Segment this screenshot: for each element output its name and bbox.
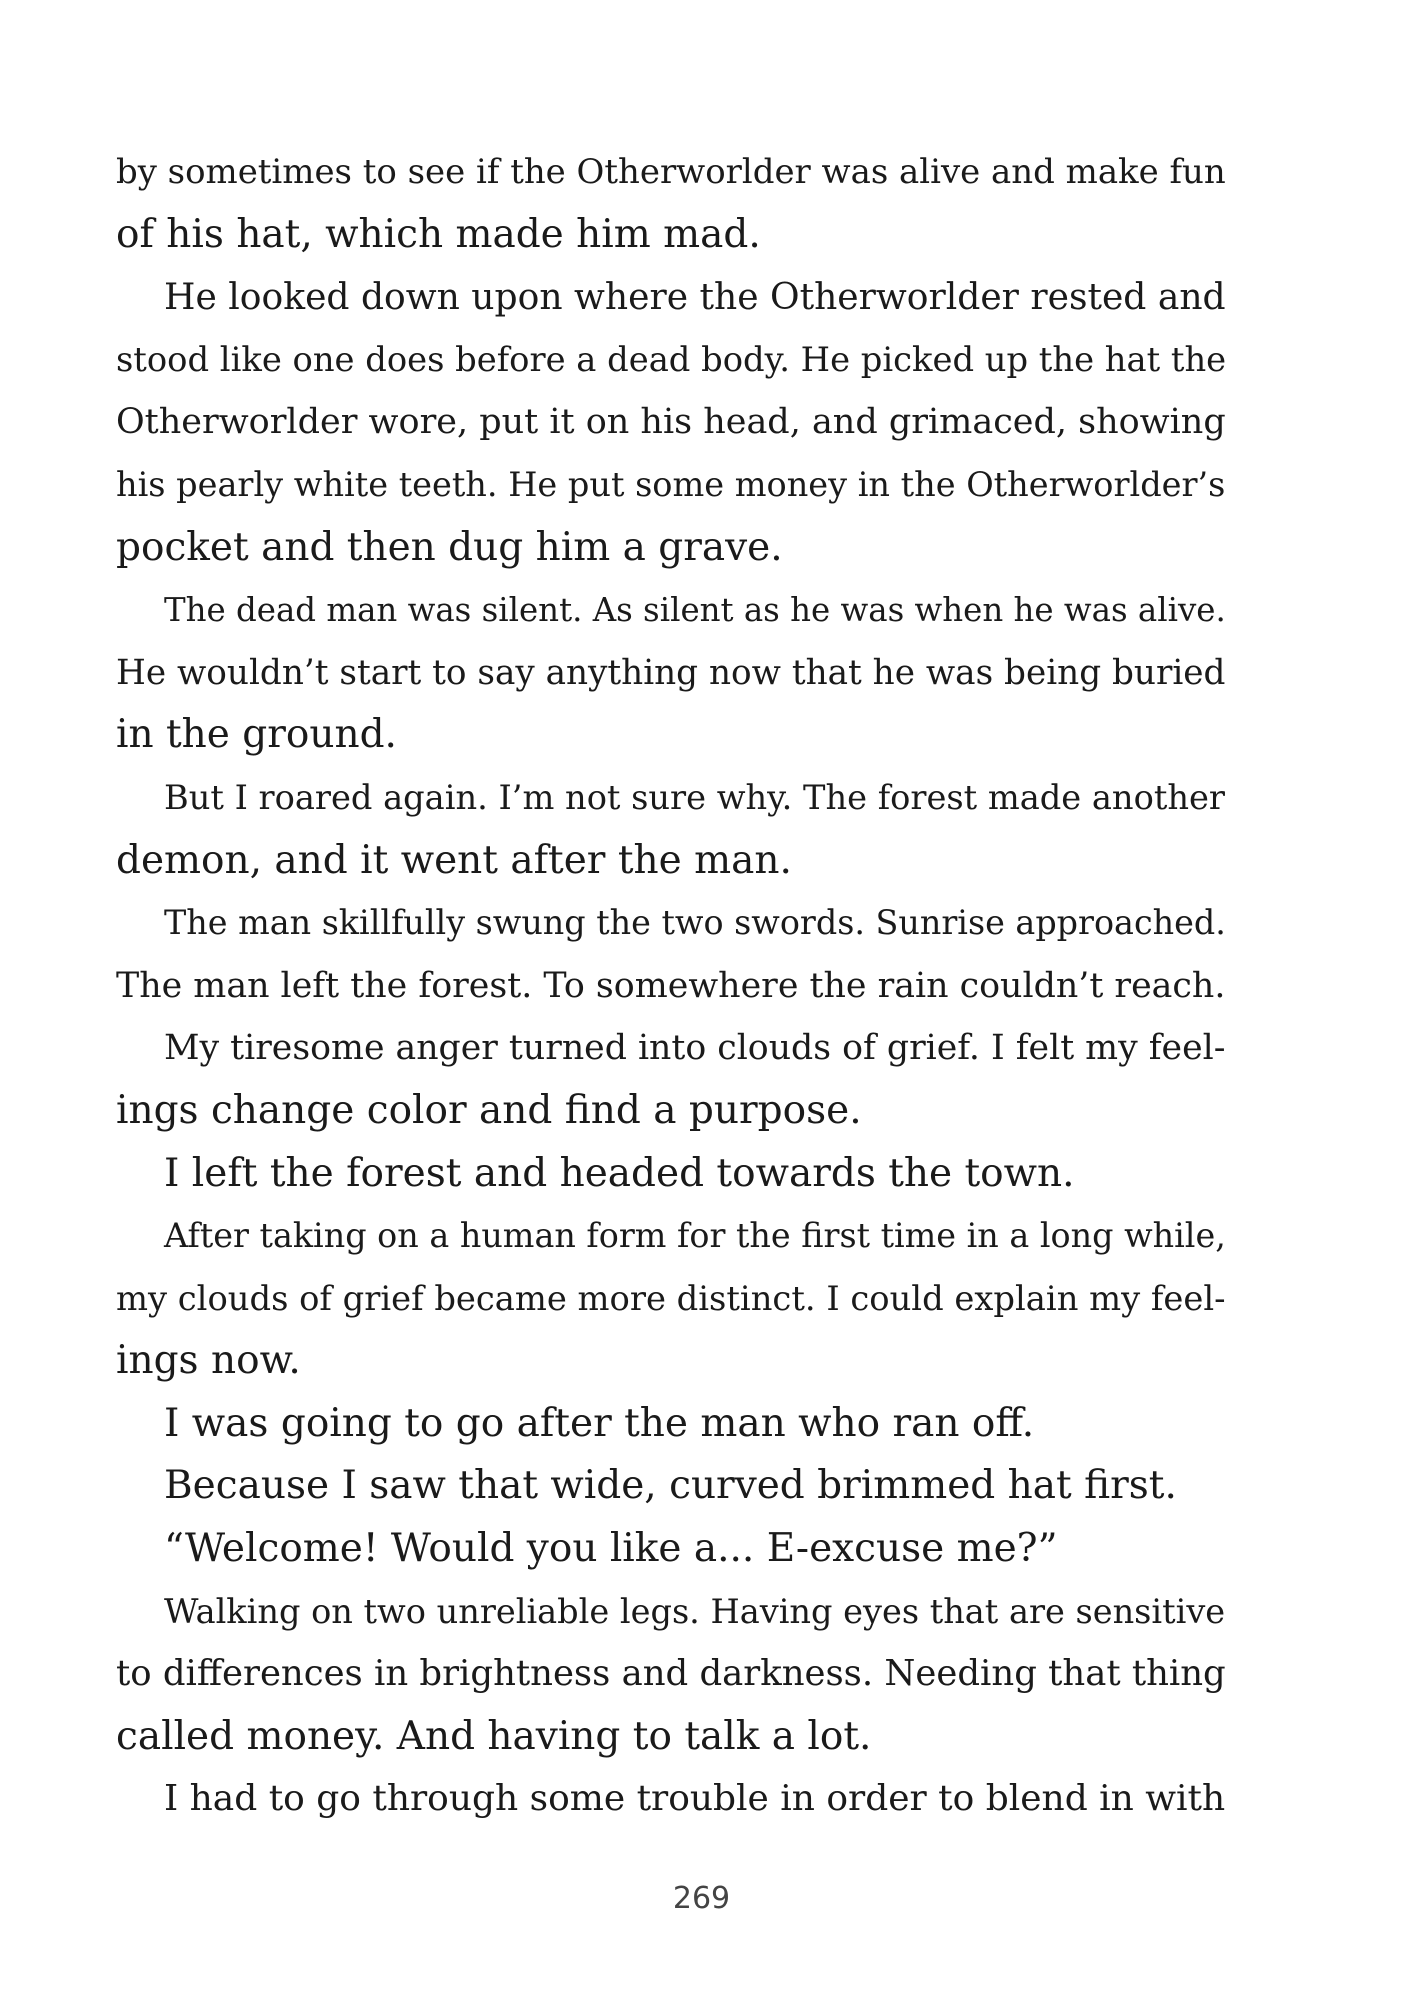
text-line: Because I saw that wide, curved brimmed hat first. [164, 1463, 1177, 1509]
text-line: The dead man was silent. As silent as he was when he was alive. [164, 591, 1226, 630]
text-line: by sometimes to see if the Otherworlder was alive and make fun [116, 152, 1226, 192]
text-line: The man skillfully swung the two swords. Sunrise approached. [164, 903, 1226, 943]
text-line: called money. And having to talk a lot. [116, 1713, 872, 1759]
text-line: stood like one does before a dead body. He picked up the hat the [116, 339, 1227, 379]
text-line: “Welcome! Would you like a... E-excuse me?” [164, 1526, 1058, 1572]
text-line: Walking on two unreliable legs. Having eyes that are sensitive [164, 1591, 1226, 1631]
text-line: He looked down upon where the Otherworlder rested and [164, 276, 1226, 319]
text-line: I left the forest and headed towards the town. [164, 1150, 1075, 1196]
text-line: He wouldn’t start to say anything now that he was being buried [116, 652, 1226, 693]
text-line: demon, and it went after the man. [116, 837, 792, 883]
text-line: ings now. [116, 1338, 301, 1384]
text-line: After taking on a human form for the first time in a long while, [164, 1216, 1226, 1256]
text-line: ings change color and find a purpose. [116, 1087, 862, 1133]
body-text [116, 141, 1226, 1831]
text-line: of his hat, which made him mad. [116, 211, 761, 257]
text-line: my clouds of grief became more distinct. I could explain my feel- [116, 1278, 1226, 1318]
text-line: to differences in brightness and darkness. Needing that thing [116, 1653, 1226, 1695]
text-line: I had to go through some trouble in order to blend in with [164, 1778, 1226, 1820]
text-line: My tiresome anger turned into clouds of grief. I felt my feel- [164, 1028, 1226, 1069]
text-line: pocket and then dug him a grave. [116, 524, 783, 570]
text-line: But I roared again. I’m not sure why. The forest made another [164, 777, 1225, 817]
text-line: Otherworlder wore, put it on his head, and grimaced, showing [116, 402, 1226, 443]
page-number: 269 [672, 1881, 731, 1916]
text-line: his pearly white teeth. He put some money in the Otherworlder’s [116, 464, 1226, 504]
text-line: The man left the forest. To somewhere the rain couldn’t reach. [116, 965, 1226, 1006]
text-line: in the ground. [116, 712, 397, 758]
text-line: I was going to go after the man who ran off. [164, 1400, 1035, 1446]
